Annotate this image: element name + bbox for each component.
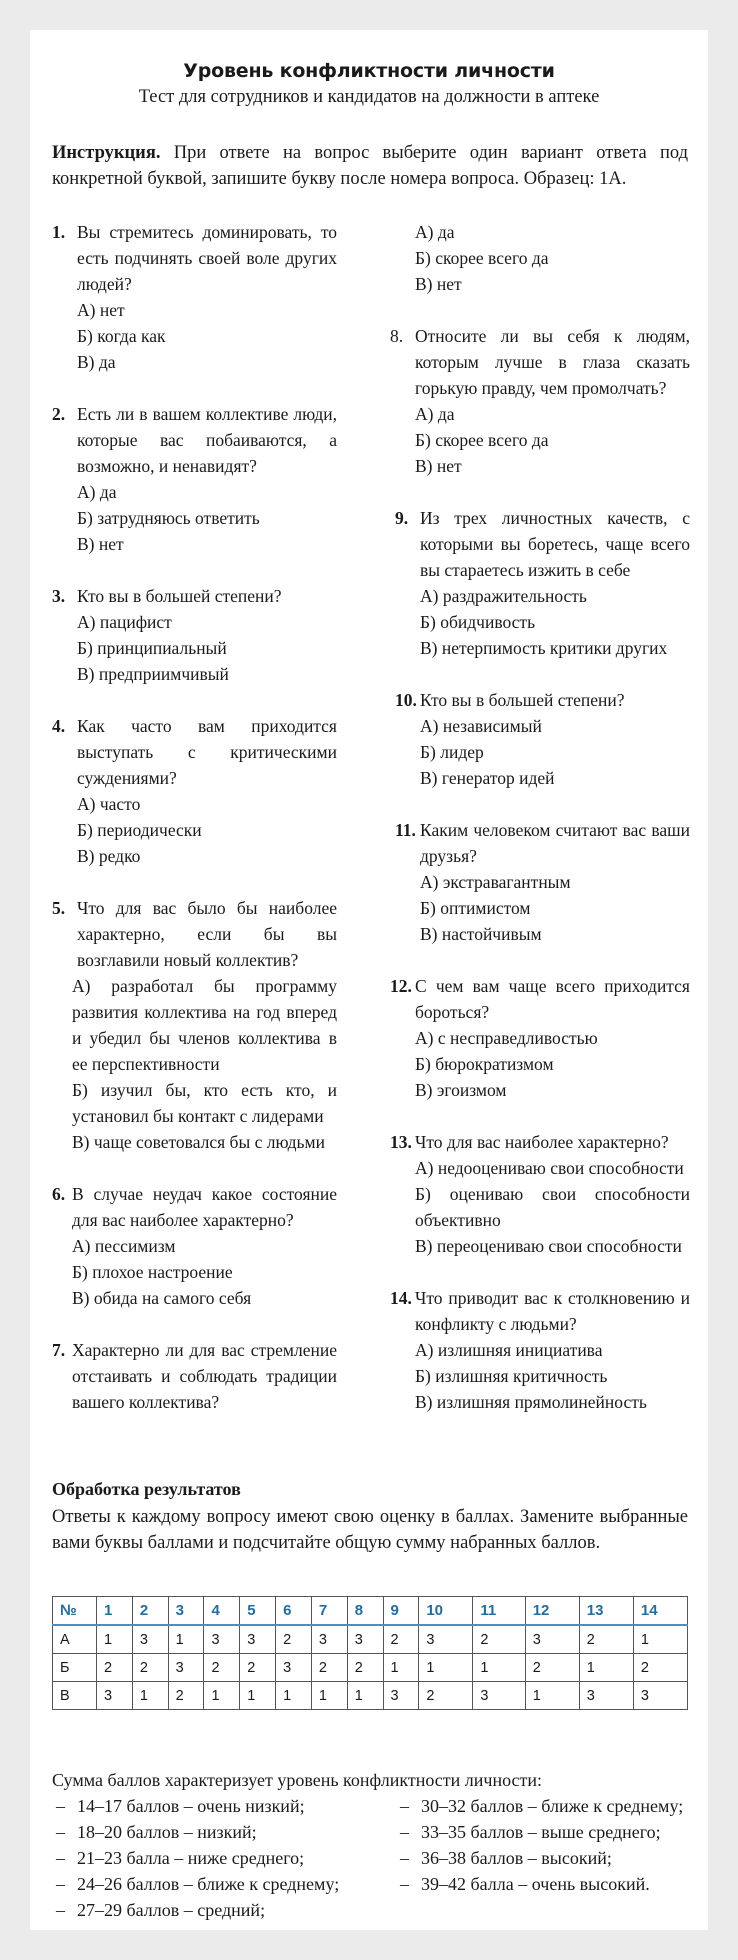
answer-option: Б) излишняя критичность	[415, 1366, 608, 1386]
score-range-text: 39–42 балла – очень высокий.	[421, 1874, 650, 1894]
instruction	[52, 140, 688, 192]
page-subtitle: Тест для сотрудников и кандидатов на должности в аптеке	[138, 87, 600, 107]
score-cell: 2	[525, 1654, 579, 1682]
answer-option: А) недооцениваю свои способности	[415, 1158, 684, 1178]
question-8	[390, 323, 690, 479]
answer-option: Б) обидчивость	[420, 612, 536, 632]
table-header-cell: 14	[633, 1597, 687, 1626]
table-header-cell: 11	[473, 1597, 525, 1626]
score-ranges-right	[396, 1793, 688, 1897]
table-header-cell: 1	[97, 1597, 133, 1626]
answer-option: Б) когда как	[77, 326, 166, 346]
answer-option: А) да	[77, 482, 117, 502]
answer-option: Б) скорее всего да	[415, 430, 549, 450]
answer-option: Б) принципиальный	[77, 638, 227, 658]
answer-option: В) излишняя прямолинейность	[415, 1392, 647, 1412]
table-header-row	[53, 1597, 688, 1626]
results-heading: Обработка результатов	[52, 1479, 241, 1499]
answer-option: Б) плохое настроение	[72, 1262, 233, 1282]
dash-bullet: –	[56, 1796, 65, 1816]
score-cell: 3	[383, 1682, 419, 1710]
question-number: 9.	[395, 508, 409, 528]
table-header-cell: 7	[311, 1597, 347, 1626]
score-cell: 2	[168, 1682, 204, 1710]
row-label-cell: А	[53, 1625, 97, 1654]
table-header-cell: 12	[525, 1597, 579, 1626]
question-3	[52, 583, 337, 687]
question-10	[395, 687, 690, 791]
answer-option: А) часто	[77, 794, 141, 814]
score-cell: 3	[240, 1625, 276, 1654]
question-number: 13.	[390, 1132, 412, 1152]
table-header-cell: 8	[347, 1597, 383, 1626]
score-cell: 2	[204, 1654, 240, 1682]
score-range-item	[396, 1871, 688, 1897]
score-cell: 1	[579, 1654, 633, 1682]
score-range-text: 18–20 баллов – низкий;	[77, 1822, 257, 1842]
table-header-cell: 13	[579, 1597, 633, 1626]
question-text: Из трех личностных качеств, с которыми вы боретесь, чаще всего вы стараетесь изжить в себе	[420, 508, 690, 580]
question-6	[52, 1181, 337, 1311]
score-cell: 2	[419, 1682, 473, 1710]
answer-option: В) нет	[415, 274, 462, 294]
score-cell: 3	[579, 1682, 633, 1710]
score-cell: 3	[276, 1654, 312, 1682]
answer-option: В) эгоизмом	[415, 1080, 507, 1100]
answer-option: А) да	[415, 404, 455, 424]
table-header-cell: 3	[168, 1597, 204, 1626]
answer-option: Б) бюрократизмом	[415, 1054, 554, 1074]
questions-right-column	[390, 219, 690, 1441]
answer-option: В) нет	[415, 456, 462, 476]
question-number: 4.	[52, 716, 66, 736]
answer-option: А) независимый	[420, 716, 542, 736]
row-label-cell: В	[53, 1682, 97, 1710]
score-cell: 3	[473, 1682, 525, 1710]
answer-option: В) нет	[77, 534, 124, 554]
score-range-item	[52, 1819, 342, 1845]
score-cell: 1	[525, 1682, 579, 1710]
table-header-cell: 9	[383, 1597, 419, 1626]
question-number: 10.	[395, 690, 417, 710]
score-cell: 3	[311, 1625, 347, 1654]
instruction-text: При ответе на вопрос выберите один вариант ответа под конкретной буквой, запишите букву после номера вопроса. Образец: 1А.	[52, 143, 688, 189]
score-cell: 1	[347, 1682, 383, 1710]
answer-option: В) переоцениваю свои способности	[415, 1236, 682, 1256]
question-11	[395, 817, 690, 947]
score-cell: 1	[419, 1654, 473, 1682]
dash-bullet: –	[56, 1848, 65, 1868]
score-cell: 2	[473, 1625, 525, 1654]
score-cell: 1	[633, 1625, 687, 1654]
document-page	[30, 30, 708, 1930]
question-number: 12.	[390, 976, 412, 996]
dash-bullet: –	[400, 1796, 409, 1816]
answer-option: А) раздражительность	[420, 586, 587, 606]
score-range-text: 27–29 баллов – средний;	[77, 1900, 266, 1920]
question-text: Каким человеком считают вас ваши друзья?	[420, 820, 690, 866]
score-cell: 1	[383, 1654, 419, 1682]
score-cell: 3	[347, 1625, 383, 1654]
score-range-item	[396, 1793, 688, 1819]
question-text: Что для вас наиболее характерно?	[415, 1132, 669, 1152]
instruction-label: Инструкция.	[52, 143, 161, 163]
score-cell: 2	[579, 1625, 633, 1654]
question-number: 2.	[52, 404, 66, 424]
answer-option: Б) оцениваю свои способности объективно	[415, 1184, 690, 1230]
score-range-text: 36–38 баллов – высокий;	[421, 1848, 612, 1868]
score-cell: 3	[419, 1625, 473, 1654]
question-number: 6.	[52, 1184, 66, 1204]
score-cell: 2	[633, 1654, 687, 1682]
score-cell: 3	[168, 1654, 204, 1682]
score-range-item	[52, 1793, 342, 1819]
score-cell: 2	[276, 1625, 312, 1654]
answer-option: В) настойчивым	[420, 924, 542, 944]
dash-bullet: –	[400, 1822, 409, 1842]
score-range-item	[52, 1845, 342, 1871]
question-4	[52, 713, 337, 869]
score-cell: 3	[97, 1682, 133, 1710]
answer-option: А) нет	[77, 300, 125, 320]
answer-option: Б) изучил бы, кто есть кто, и установил бы контакт с лидерами	[72, 1080, 337, 1126]
row-label-cell: Б	[53, 1654, 97, 1682]
answer-option: В) редко	[77, 846, 141, 866]
question-number: 14.	[390, 1288, 412, 1308]
score-cell: 3	[633, 1682, 687, 1710]
answer-option: В) генератор идей	[420, 768, 555, 788]
question-text: Вы стремитесь доминировать, то есть подчинять своей воле других людей?	[77, 222, 337, 294]
question-number: 5.	[52, 898, 66, 918]
question-14	[390, 1285, 690, 1415]
answer-option: А) экстравагантным	[420, 872, 571, 892]
score-range-item	[396, 1819, 688, 1845]
score-range-text: 30–32 баллов – ближе к среднему;	[421, 1796, 684, 1816]
answer-option: В) да	[77, 352, 116, 372]
table-row	[53, 1625, 688, 1654]
score-ranges-left	[52, 1793, 342, 1923]
table-row	[53, 1682, 688, 1710]
question-text: С чем вам чаще всего приходится бороться?	[415, 976, 690, 1022]
table-header-cell: 10	[419, 1597, 473, 1626]
dash-bullet: –	[56, 1822, 65, 1842]
answer-option: А) пацифист	[77, 612, 172, 632]
answer-option: Б) скорее всего да	[415, 248, 549, 268]
score-interpretation-intro: Сумма баллов характеризует уровень конфликтности личности:	[52, 1770, 543, 1790]
answer-option: А) излишняя инициатива	[415, 1340, 603, 1360]
score-cell: 1	[204, 1682, 240, 1710]
answer-option: Б) лидер	[420, 742, 484, 762]
question-2	[52, 401, 337, 557]
score-cell: 3	[525, 1625, 579, 1654]
dash-bullet: –	[56, 1874, 65, 1894]
score-cell: 1	[473, 1654, 525, 1682]
question-text: Характерно ли для вас стремление отстаивать и соблюдать традиции вашего коллектива?	[72, 1340, 337, 1412]
answer-option: Б) оптимистом	[420, 898, 531, 918]
score-cell: 1	[240, 1682, 276, 1710]
question-text: Кто вы в большей степени?	[77, 586, 282, 606]
answer-option: А) разработал бы программу развития коллектива на год вперед и убедил бы членов коллектива в ее перспективности	[72, 976, 337, 1074]
dash-bullet: –	[400, 1874, 409, 1894]
question-5	[52, 895, 337, 1155]
answer-option: А) да	[415, 222, 455, 242]
question-9	[395, 505, 690, 661]
answer-option: Б) затрудняюсь ответить	[77, 508, 260, 528]
answer-option: В) предприимчивый	[77, 664, 229, 684]
question-13	[390, 1129, 690, 1259]
question-text: Есть ли в вашем коллективе люди, которые вас побаиваются, а возможно, и ненавидят?	[77, 404, 337, 476]
score-range-text: 21–23 балла – ниже среднего;	[77, 1848, 305, 1868]
score-range-item	[52, 1897, 342, 1923]
table-header-cell: 4	[204, 1597, 240, 1626]
score-range-text: 24–26 баллов – ближе к среднему;	[77, 1874, 340, 1894]
table-row	[53, 1654, 688, 1682]
score-range-item	[52, 1871, 342, 1897]
results-description: Ответы к каждому вопросу имеют свою оценку в баллах. Замените выбранные вами буквы баллами и подсчитайте общую сумму набранных баллов.	[52, 1507, 688, 1553]
score-cell: 2	[240, 1654, 276, 1682]
score-cell: 3	[204, 1625, 240, 1654]
scores-table	[52, 1596, 688, 1710]
question-number: 1.	[52, 222, 66, 242]
page-title: Уровень конфликтности личности	[183, 60, 555, 82]
question-number: 7.	[52, 1340, 66, 1360]
answer-option: А) с несправедливостью	[415, 1028, 598, 1048]
table-header-cell: 5	[240, 1597, 276, 1626]
answer-option: В) нетерпимость критики других	[420, 638, 668, 658]
answer-option: А) пессимизм	[72, 1236, 176, 1256]
question-number: 11.	[395, 820, 416, 840]
question-text: Как часто вам приходится выступать с критическими суждениями?	[77, 716, 337, 788]
score-cell: 2	[132, 1654, 168, 1682]
dash-bullet: –	[56, 1900, 65, 1920]
score-cell: 1	[132, 1682, 168, 1710]
question-12	[390, 973, 690, 1103]
question-text: Относите ли вы себя к людям, которым лучше в глаза сказать горькую правду, чем промолчать?	[415, 326, 690, 398]
questions-left-column	[52, 219, 337, 1441]
question-text: Что приводит вас к столкновению и конфликту с людьми?	[415, 1288, 690, 1334]
score-cell: 1	[311, 1682, 347, 1710]
score-cell: 2	[97, 1654, 133, 1682]
question-text: Кто вы в большей степени?	[420, 690, 625, 710]
question-text: В случае неудач какое состояние для вас наиболее характерно?	[72, 1184, 337, 1230]
question-7	[52, 1337, 337, 1415]
table-header-cell: 6	[276, 1597, 312, 1626]
question-7-options	[390, 219, 690, 297]
score-cell: 2	[383, 1625, 419, 1654]
score-cell: 2	[311, 1654, 347, 1682]
score-range-item	[396, 1845, 688, 1871]
score-cell: 3	[132, 1625, 168, 1654]
table-header-cell: №	[53, 1597, 97, 1626]
question-1	[52, 219, 337, 375]
answer-option: Б) периодически	[77, 820, 202, 840]
dash-bullet: –	[400, 1848, 409, 1868]
answer-option: В) чаще советовался бы с людьми	[72, 1132, 325, 1152]
score-range-text: 14–17 баллов – очень низкий;	[77, 1796, 305, 1816]
score-cell: 2	[347, 1654, 383, 1682]
question-number: 8.	[390, 326, 404, 346]
score-cell: 1	[168, 1625, 204, 1654]
table-header-cell: 2	[132, 1597, 168, 1626]
question-number: 3.	[52, 586, 66, 606]
question-text: Что для вас было бы наиболее характерно, если бы вы возглавили новый коллектив?	[77, 898, 337, 970]
score-cell: 1	[97, 1625, 133, 1654]
score-range-text: 33–35 баллов – выше среднего;	[421, 1822, 661, 1842]
score-cell: 1	[276, 1682, 312, 1710]
answer-option: В) обида на самого себя	[72, 1288, 252, 1308]
